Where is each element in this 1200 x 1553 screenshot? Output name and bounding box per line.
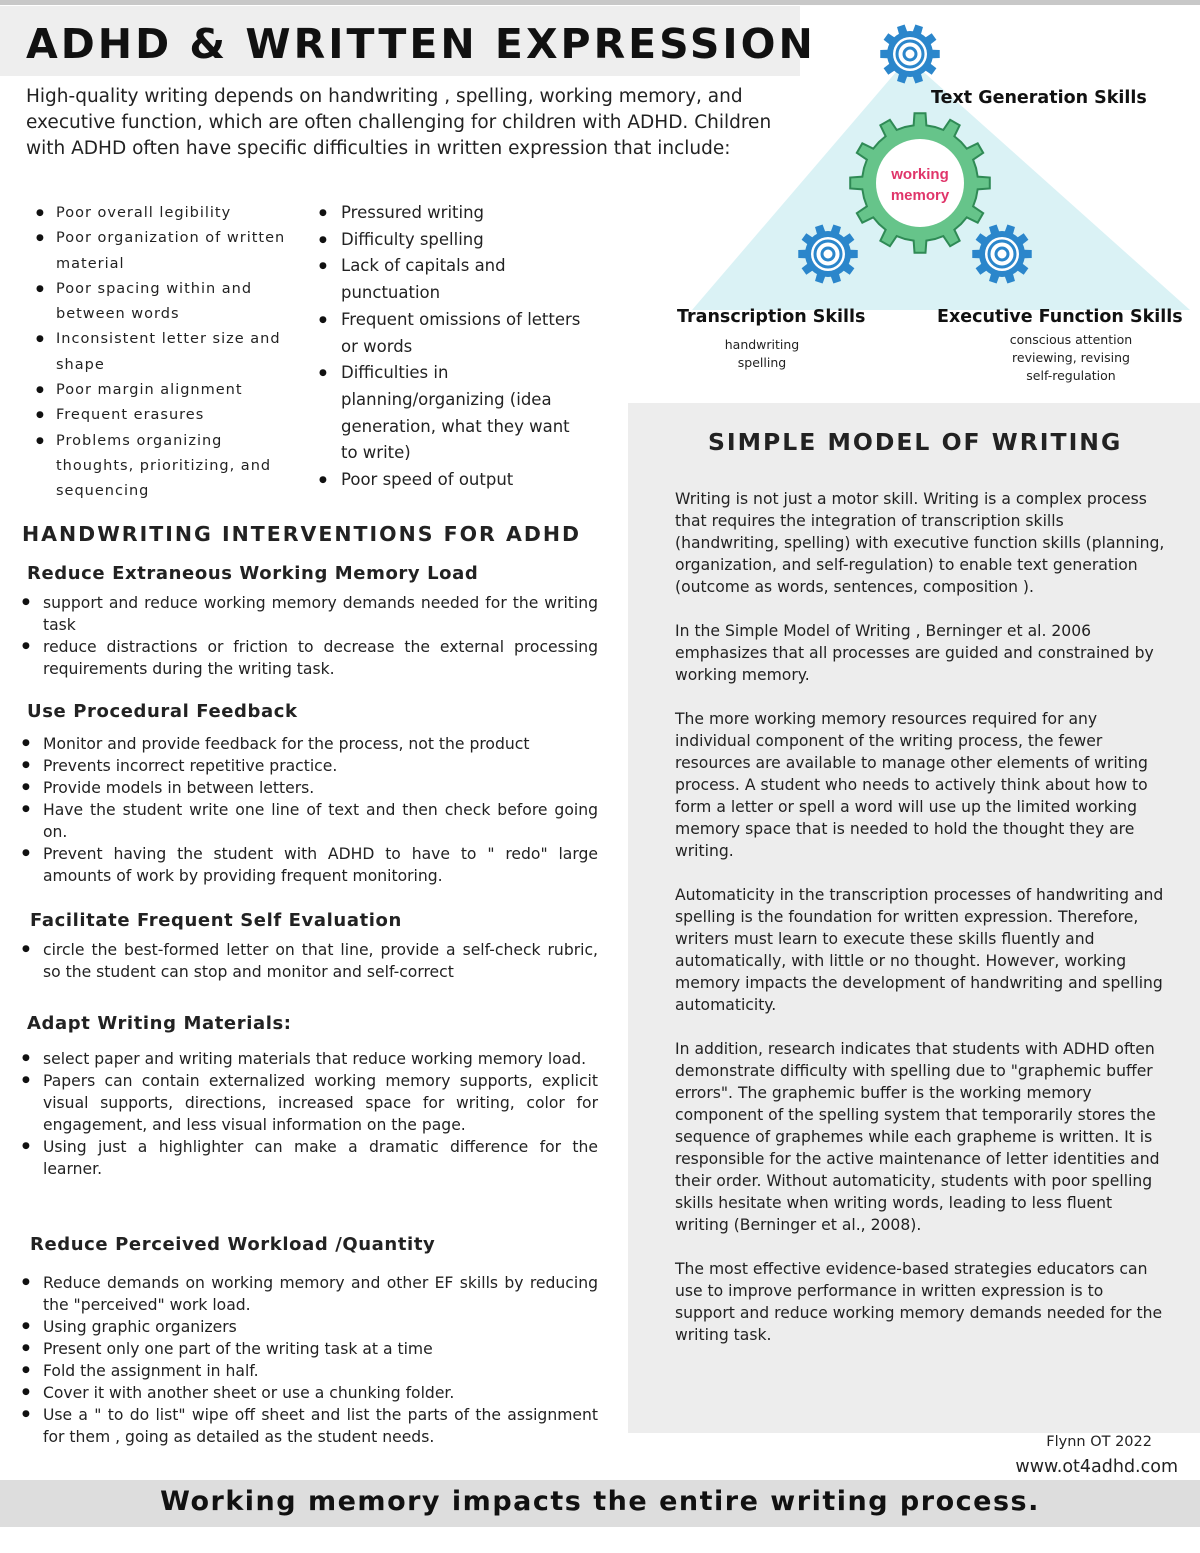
executive-function-label: Executive Function Skills (937, 307, 1183, 327)
list-item: ● Prevents incorrect repetitive practice. (22, 755, 598, 777)
section-title-working-memory: Reduce Extraneous Working Memory Load (27, 563, 479, 584)
list-item: ● Poor margin alignment (36, 378, 298, 403)
list-item: ● Problems organizing thoughts, prioritizing, and sequencing (36, 429, 298, 505)
list-item: ● Using graphic organizers (22, 1316, 598, 1338)
center-label-line2: memory (890, 187, 950, 204)
interventions-heading: HANDWRITING INTERVENTIONS FOR ADHD (22, 522, 582, 546)
paragraph: In addition, research indicates that students with ADHD often demonstrate difficulty with spelling due to "graphemic buffer errors". The graphemic buffer is the working memory component of the spelling system that temporarily stores the sequence of graphemes while each grapheme is written. It is responsible for the active maintenance of letter identities and their order. Without automaticity, students with poor spelling skills hesitate when writing words, leading to less fluent writing (Berninger et al., 2008). (675, 1040, 1160, 1234)
procedural-feedback-list (22, 733, 598, 887)
text-generation-gear-icon (880, 24, 939, 83)
section-title-workload: Reduce Perceived Workload /Quantity (30, 1234, 436, 1255)
list-item: ● Poor organization of written material (36, 226, 298, 277)
paragraph: Writing is not just a motor skill. Writing is a complex process that requires the integration of transcription skills (handwriting, spelling) with executive function skills (planning, organization, and self-regulation) to enable text generation (outcome as words, sentences, composition ). (675, 490, 1165, 596)
list-item: ● Poor speed of output (318, 467, 588, 494)
website-link[interactable]: www.ot4adhd.com (1015, 1457, 1178, 1477)
simple-model-title: SIMPLE MODEL OF WRITING (708, 428, 1123, 456)
list-item: ● Fold the assignment in half. (22, 1360, 598, 1382)
workload-list (22, 1272, 598, 1448)
executive-detail: conscious attention (1009, 332, 1133, 347)
author-credit: Flynn OT 2022 (1046, 1434, 1152, 1450)
list-item: ● support and reduce working memory demands needed for the writing task (22, 592, 598, 636)
text-generation-label: Text Generation Skills (931, 88, 1147, 108)
section-title-procedural-feedback: Use Procedural Feedback (27, 701, 298, 722)
list-item: ● Poor spacing within and between words (36, 277, 298, 328)
center-label-line1: working (891, 166, 949, 183)
intro-paragraph: High-quality writing depends on handwriting , spelling, working memory, and executive function, which are often challenging for children with ADHD. Children with ADHD often have specific difficulties in written expression that include: (26, 86, 772, 159)
section-title-self-evaluation: Facilitate Frequent Self Evaluation (30, 910, 402, 931)
list-item: ● select paper and writing materials that reduce working memory load. (22, 1048, 598, 1070)
list-item: ● Pressured writing (318, 200, 588, 227)
list-item: ● Monitor and provide feedback for the process, not the product (22, 733, 598, 755)
difficulties-list-right (318, 200, 588, 494)
list-item: ● Inconsistent letter size and shape (36, 327, 298, 378)
list-item: ● Present only one part of the writing task at a time (22, 1338, 598, 1360)
list-item: ● Poor overall legibility (36, 201, 298, 226)
writing-skills-diagram (670, 18, 1200, 398)
simple-model-body (675, 488, 1165, 1368)
list-item: ● Prevent having the student with ADHD to have to " redo" large amounts of work by providing frequent monitoring. (22, 843, 598, 887)
paragraph: In the Simple Model of Writing , Berninger et al. 2006 emphasizes that all processes are guided and constrained by working memory. (675, 622, 1154, 684)
list-item: ● reduce distractions or friction to decrease the external processing requirements during the writing task. (22, 636, 598, 680)
self-evaluation-list (22, 939, 598, 983)
transcription-label: Transcription Skills (677, 307, 866, 327)
list-item: ● Have the student write one line of text and then check before going on. (22, 799, 598, 843)
list-item: ● Cover it with another sheet or use a chunking folder. (22, 1382, 598, 1404)
transcription-detail: handwriting (724, 337, 800, 352)
difficulties-list-left (36, 201, 298, 505)
top-divider (0, 0, 1200, 5)
executive-detail: reviewing, revising (1012, 350, 1130, 365)
executive-detail: self-regulation (1026, 368, 1116, 383)
list-item: ● Frequent erasures (36, 403, 298, 428)
transcription-details (710, 336, 814, 372)
list-item: ● Difficulty spelling (318, 227, 588, 254)
paragraph: Automaticity in the transcription processes of handwriting and spelling is the foundation for written expression. Therefore, writers must learn to execute these skills fluently and automatically, with little or no thought. However, working memory impacts the development of handwriting and spelling automaticity. (675, 886, 1164, 1014)
paragraph: The most effective evidence-based strategies educators can use to improve performance in written expression is to support and reduce working memory demands needed for the writing task. (675, 1260, 1163, 1344)
executive-function-details (990, 331, 1152, 385)
writing-materials-list (22, 1048, 598, 1180)
page-title: ADHD & WRITTEN EXPRESSION (26, 20, 816, 68)
paragraph: The more working memory resources required for any individual component of the writing process, the fewer resources are available to manage other elements of writing process. A student who needs to actively think about how to form a letter or spell a word will use up the limited working memory space that is needed to hold the thought they are writing. (675, 710, 1148, 860)
working-memory-list (22, 592, 598, 680)
list-item: ● Lack of capitals and punctuation (318, 253, 588, 306)
list-item: ● Using just a highlighter can make a dramatic difference for the learner. (22, 1136, 598, 1180)
list-item: ● Use a " to do list" wipe off sheet and list the parts of the assignment for them , going as detailed as the student needs. (22, 1404, 598, 1448)
list-item: ● Difficulties in planning/organizing (idea generation, what they want to write) (318, 360, 588, 467)
list-item: ● circle the best-formed letter on that line, provide a self-check rubric, so the student can stop and monitor and self-correct (22, 939, 598, 983)
footer-tagline: Working memory impacts the entire writing process. (160, 1486, 1040, 1517)
list-item: ● Frequent omissions of letters or words (318, 307, 588, 360)
section-title-writing-materials: Adapt Writing Materials: (27, 1013, 292, 1034)
transcription-detail: spelling (737, 355, 787, 370)
list-item: ● Papers can contain externalized working memory supports, explicit visual supports, directions, increased space for writing, color for engagement, and less visual information on the page. (22, 1070, 598, 1136)
list-item: ● Reduce demands on working memory and other EF skills by reducing the "perceived" work load. (22, 1272, 598, 1316)
list-item: ● Provide models in between letters. (22, 777, 598, 799)
